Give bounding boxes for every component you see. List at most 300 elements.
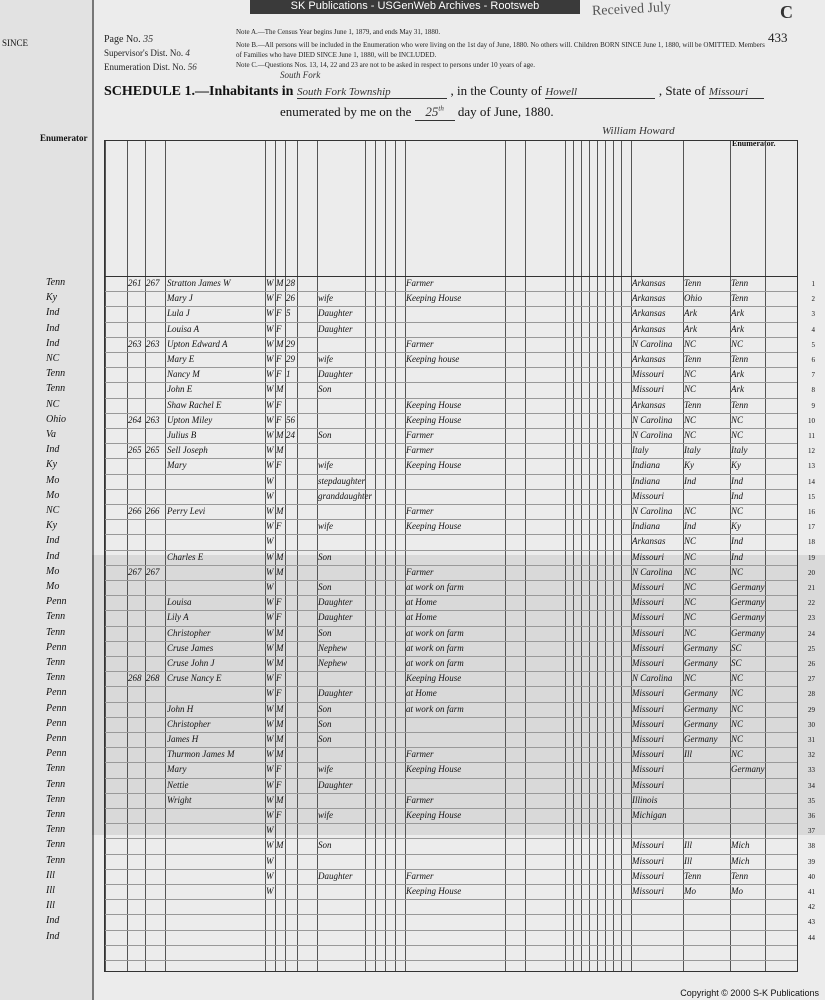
row-rule — [105, 671, 797, 672]
row-number: 36 — [808, 812, 815, 820]
cell-name: Cruse James — [167, 642, 214, 653]
cell-sex: M — [276, 749, 284, 760]
cell-name: Upton Edward A — [167, 338, 228, 349]
cell-relation: Daughter — [318, 612, 353, 623]
cell-occupation: Keeping House — [406, 886, 462, 896]
cell-occupation: Keeping House — [406, 764, 462, 775]
cell-birthplace: Missouri — [632, 688, 665, 699]
cell-occupation: at work on farm — [406, 703, 464, 714]
left-entry: Penn — [46, 717, 67, 729]
cell-color: W — [266, 551, 274, 562]
cell-color: W — [266, 688, 274, 699]
row-number: 25 — [808, 644, 815, 653]
row-rule — [105, 413, 797, 414]
cell-sex: F — [276, 688, 282, 699]
left-entry: Penn — [46, 748, 67, 760]
cell-sex: M — [276, 551, 284, 562]
cell-color: W — [266, 490, 274, 501]
row-number: 23 — [808, 614, 815, 623]
row-number: 37 — [808, 827, 815, 836]
cell-birthplace: Italy — [632, 445, 649, 456]
cell-birthplace: Indiana — [632, 475, 660, 486]
row-number: 16 — [808, 508, 815, 516]
row-number: 1 — [811, 280, 815, 288]
cell-color: W — [266, 506, 274, 516]
enumerated-line: enumerated by me on the 25th day of June, 1880. — [280, 104, 554, 119]
cell-mother: SC — [731, 642, 742, 653]
left-entry: Ind — [46, 337, 60, 349]
cell-birthplace: Missouri — [632, 384, 665, 395]
row-rule — [105, 504, 797, 505]
cell-birthplace: Arkansas — [632, 278, 666, 288]
row-rule — [105, 762, 797, 763]
cell-mother: Germany — [731, 764, 765, 775]
cell-father: Ark — [684, 308, 697, 319]
received-stamp: Received July — [591, 0, 672, 20]
left-entry: Ind — [46, 930, 60, 942]
cell-birthplace: Missouri — [632, 840, 665, 851]
cell-color: W — [266, 658, 274, 668]
cell-family: 268 — [146, 673, 160, 684]
cell-occupation: Farmer — [406, 794, 434, 805]
cell-father: Germany — [684, 642, 718, 653]
cell-sex: F — [276, 779, 282, 790]
census-table — [104, 140, 815, 972]
row-rule — [105, 428, 797, 429]
left-entry: Mo — [46, 565, 60, 577]
left-entry: Ind — [46, 322, 60, 334]
cell-color: W — [266, 536, 274, 547]
cell-birthplace: Indiana — [632, 521, 660, 532]
column-rule — [285, 141, 286, 971]
cell-color: W — [266, 475, 274, 486]
left-entry: Tenn — [46, 839, 66, 851]
cell-father: Ill — [684, 840, 692, 851]
cell-father: NC — [684, 369, 697, 380]
column-rule — [765, 141, 766, 971]
cell-father: Tenn — [684, 399, 702, 410]
left-entry: Ind — [46, 307, 60, 319]
cell-color: W — [266, 612, 274, 623]
cell-name: Nettie — [167, 779, 189, 790]
row-rule — [105, 778, 797, 779]
cell-relation: wife — [318, 810, 333, 820]
cell-name: Wright — [167, 794, 192, 805]
left-entry: Penn — [46, 687, 67, 699]
column-rule — [127, 141, 128, 971]
supervisor-dist: Supervisor's Dist. No. 4 — [104, 48, 190, 58]
cell-father: Germany — [684, 688, 718, 699]
cell-color: W — [266, 521, 274, 532]
cell-birthplace: N Carolina — [632, 506, 673, 516]
row-number: 19 — [808, 553, 815, 562]
row-rule — [105, 322, 797, 323]
cell-color: W — [266, 399, 274, 410]
cell-father: NC — [684, 536, 697, 547]
row-rule — [105, 291, 797, 292]
cell-family: 266 — [146, 506, 160, 516]
cell-sex: M — [276, 718, 284, 729]
row-number: 40 — [808, 872, 815, 881]
cell-birthplace: Missouri — [632, 779, 665, 790]
left-entry: NC — [46, 398, 60, 410]
row-number: 24 — [808, 629, 815, 638]
cell-dwelling: 261 — [128, 278, 142, 288]
cell-birthplace: Missouri — [632, 490, 665, 501]
left-entry: Mo — [46, 581, 60, 592]
cell-birthplace: Missouri — [632, 582, 665, 592]
row-number: 42 — [808, 903, 815, 912]
cell-color: W — [266, 886, 274, 896]
cell-father: Ky — [684, 460, 694, 471]
cell-age: 24 — [286, 430, 295, 440]
cell-color: W — [266, 642, 274, 653]
cell-birthplace: Arkansas — [632, 399, 666, 410]
cell-father: NC — [684, 384, 697, 395]
left-entry: Ky — [46, 292, 58, 304]
row-rule — [105, 702, 797, 703]
row-number: 38 — [808, 842, 815, 851]
cell-mother: Ky — [731, 460, 741, 471]
cell-father: Germany — [684, 718, 718, 729]
row-rule — [105, 306, 797, 307]
left-entry: Ky — [46, 459, 58, 471]
cell-birthplace: Missouri — [632, 886, 665, 896]
cell-birthplace: Missouri — [632, 627, 665, 638]
cell-father: Germany — [684, 703, 718, 714]
cell-mother: NC — [731, 688, 744, 699]
cell-color: W — [266, 673, 274, 684]
cell-birthplace: Arkansas — [632, 536, 666, 547]
row-number: 33 — [808, 766, 815, 775]
enumerator-label: Enumerator. — [732, 139, 776, 148]
left-entry: Tenn — [46, 809, 66, 820]
cell-occupation: Keeping house — [406, 354, 460, 364]
row-rule — [105, 838, 797, 839]
cell-relation: granddaughter — [318, 490, 372, 501]
cell-birthplace: Missouri — [632, 855, 665, 866]
left-entry: Mo — [46, 489, 60, 501]
cell-sex: F — [276, 369, 282, 380]
cell-occupation: Farmer — [406, 506, 434, 516]
cell-color: W — [266, 870, 274, 881]
cell-mother: NC — [731, 566, 744, 577]
cell-name: Charles E — [167, 551, 204, 562]
column-rule — [589, 141, 590, 971]
left-entry: Penn — [46, 733, 67, 744]
row-rule — [105, 458, 797, 459]
column-rule — [605, 141, 606, 971]
cell-father: NC — [684, 612, 697, 623]
cell-father: Italy — [684, 445, 701, 456]
cell-occupation: at work on farm — [406, 642, 464, 653]
cell-birthplace: Arkansas — [632, 323, 666, 334]
cell-relation: Daughter — [318, 597, 353, 608]
row-rule — [105, 337, 797, 338]
cell-age: 5 — [286, 308, 291, 319]
cell-name: Upton Miley — [167, 414, 213, 425]
row-number: 8 — [811, 386, 815, 395]
row-number: 27 — [808, 675, 815, 684]
column-rule — [385, 141, 386, 971]
cell-birthplace: N Carolina — [632, 430, 673, 440]
cell-color: W — [266, 369, 274, 380]
cell-color: W — [266, 460, 274, 471]
cell-father: NC — [684, 582, 697, 592]
cell-age: 28 — [286, 278, 295, 288]
left-entry: Tenn — [46, 368, 66, 380]
column-rule — [297, 141, 298, 971]
row-rule — [105, 474, 797, 475]
cell-age: 1 — [286, 369, 291, 380]
cell-occupation: Farmer — [406, 566, 434, 577]
cell-sex: F — [276, 308, 282, 319]
left-entry: Penn — [46, 641, 67, 653]
cell-mother: Tenn — [731, 870, 749, 881]
row-number: 14 — [808, 477, 815, 486]
row-number: 34 — [808, 781, 815, 790]
cell-family: 263 — [146, 414, 160, 425]
column-rule — [375, 141, 376, 971]
cell-father: Germany — [684, 658, 718, 668]
cell-mother: NC — [731, 673, 744, 684]
cell-mother: Ind — [731, 475, 743, 486]
left-entry: Tenn — [46, 854, 66, 866]
row-rule — [105, 580, 797, 581]
cell-father: Ark — [684, 323, 697, 334]
row-number: 15 — [808, 492, 815, 501]
cell-relation: wife — [318, 521, 333, 532]
note-a: Note A.—The Census Year begins June 1, 1879, and ends May 31, 1880. — [236, 28, 441, 36]
cell-mother: Ind — [731, 536, 743, 547]
row-number: 9 — [811, 401, 815, 410]
cell-sex: F — [276, 764, 282, 775]
cell-dwelling: 267 — [128, 566, 142, 577]
cell-birthplace: Missouri — [632, 612, 665, 623]
cell-name: Mary E — [167, 354, 195, 364]
row-rule — [105, 747, 797, 748]
cell-birthplace: Missouri — [632, 764, 665, 775]
cell-relation: Son — [318, 718, 332, 729]
cell-color: W — [266, 825, 274, 836]
row-rule — [105, 626, 797, 627]
township-above: South Fork — [280, 70, 321, 80]
cell-father: NC — [684, 566, 697, 577]
row-rule — [105, 641, 797, 642]
cell-sex: M — [276, 627, 284, 638]
row-rule — [105, 443, 797, 444]
row-number: 31 — [808, 736, 815, 744]
cell-relation: Daughter — [318, 779, 353, 790]
row-number: 35 — [808, 796, 815, 805]
cell-mother: SC — [731, 658, 742, 668]
cell-sex: M — [276, 566, 284, 577]
left-entry: Ill — [46, 885, 55, 896]
page-number: 433 — [768, 30, 788, 45]
cell-sex: M — [276, 338, 284, 349]
left-entry: Tenn — [46, 763, 66, 775]
cell-father: NC — [684, 551, 697, 562]
cell-relation: wife — [318, 460, 333, 471]
cell-occupation: at work on farm — [406, 582, 464, 592]
row-number: 26 — [808, 660, 815, 668]
cell-age: 26 — [286, 293, 295, 304]
cell-name: Stratton James W — [167, 278, 231, 288]
row-rule — [105, 686, 797, 687]
cell-sex: F — [276, 673, 282, 684]
cell-color: W — [266, 414, 274, 425]
cell-age: 56 — [286, 414, 295, 425]
cell-relation: wife — [318, 354, 333, 364]
column-rule — [565, 141, 566, 971]
row-rule — [105, 793, 797, 794]
row-number: 28 — [808, 690, 815, 699]
left-entry: Tenn — [46, 611, 66, 623]
cell-color: W — [266, 734, 274, 744]
row-number: 2 — [811, 295, 815, 304]
cell-color: W — [266, 749, 274, 760]
schedule-line: SCHEDULE 1.—Inhabitants in South Fork Township , in the County of Howell , State of Missouri — [104, 83, 764, 100]
cell-occupation: Keeping House — [406, 810, 462, 820]
row-rule — [105, 656, 797, 657]
cell-sex: F — [276, 323, 282, 334]
cell-occupation: at work on farm — [406, 627, 464, 638]
cell-mother: NC — [731, 749, 744, 760]
cell-name: Cruse John J — [167, 658, 215, 668]
row-rule — [105, 489, 797, 490]
row-rule — [105, 899, 797, 900]
row-number: 39 — [808, 857, 815, 866]
row-number: 4 — [811, 325, 815, 334]
cell-sex: F — [276, 293, 282, 304]
row-number: 12 — [808, 447, 815, 456]
cell-mother: Germany — [731, 612, 765, 623]
cell-family: 267 — [146, 566, 160, 577]
row-number: 30 — [808, 720, 815, 729]
cell-mother: Ark — [731, 384, 744, 395]
cell-family: 265 — [146, 445, 160, 456]
cell-relation: Nephew — [318, 658, 347, 668]
cell-mother: NC — [731, 414, 744, 425]
cell-father: Ill — [684, 855, 692, 866]
cell-family: 263 — [146, 338, 160, 349]
cell-color: W — [266, 384, 274, 395]
cell-relation: Son — [318, 703, 332, 714]
cell-birthplace: N Carolina — [632, 673, 673, 684]
row-number: 22 — [808, 599, 815, 608]
row-rule — [105, 930, 797, 931]
cell-name: Julius B — [167, 430, 197, 440]
cell-sex: F — [276, 521, 282, 532]
cell-father: Tenn — [684, 278, 702, 288]
cell-mother: Germany — [731, 627, 765, 638]
cell-relation: wife — [318, 764, 333, 775]
since-label: SINCE — [2, 38, 29, 48]
cell-sex: F — [276, 612, 282, 623]
cell-occupation: at work on farm — [406, 658, 464, 668]
cell-father: Ind — [684, 521, 696, 532]
cell-sex: M — [276, 445, 284, 456]
cell-sex: M — [276, 840, 284, 851]
enumeration-dist: Enumeration Dist. No. 56 — [104, 62, 197, 72]
cell-name: Lily A — [167, 612, 189, 623]
row-number: 3 — [811, 310, 815, 319]
cell-mother: Tenn — [731, 293, 749, 304]
cell-father: Ohio — [684, 293, 702, 304]
cell-father: NC — [684, 673, 697, 684]
enumerator-label-left: Enumerator — [40, 133, 88, 143]
cell-dwelling: 266 — [128, 506, 142, 516]
cell-name: Shaw Rachel E — [167, 399, 222, 410]
cell-mother: NC — [731, 703, 744, 714]
left-entry: Ky — [46, 520, 58, 532]
cell-occupation: Keeping House — [406, 460, 462, 471]
cell-birthplace: Missouri — [632, 658, 665, 668]
cell-birthplace: Arkansas — [632, 354, 666, 364]
cell-name: John E — [167, 384, 193, 395]
cell-sex: M — [276, 703, 284, 714]
cell-mother: Ind — [731, 551, 743, 562]
cell-birthplace: Arkansas — [632, 308, 666, 319]
cell-occupation: at Home — [406, 688, 437, 699]
cell-father: NC — [684, 627, 697, 638]
cell-occupation: Keeping House — [406, 293, 462, 304]
cell-occupation: Keeping House — [406, 521, 462, 532]
cell-birthplace: Missouri — [632, 870, 665, 881]
column-rule — [621, 141, 622, 971]
cell-mother: NC — [731, 506, 744, 516]
row-rule — [105, 595, 797, 596]
cell-father: NC — [684, 506, 697, 516]
cell-mother: Germany — [731, 582, 765, 592]
cell-birthplace: N Carolina — [632, 414, 673, 425]
cell-relation: Daughter — [318, 323, 353, 334]
row-rule — [105, 869, 797, 870]
cell-relation: Daughter — [318, 688, 353, 699]
left-entry: Tenn — [46, 626, 66, 638]
cell-name: Nancy M — [167, 369, 200, 380]
left-entry: Tenn — [46, 824, 66, 836]
cell-birthplace: N Carolina — [632, 338, 673, 349]
cell-occupation: Keeping House — [406, 414, 462, 425]
cell-occupation: at Home — [406, 612, 437, 623]
cell-relation: Son — [318, 840, 332, 851]
row-rule — [105, 854, 797, 855]
cell-name: Perry Levi — [167, 506, 206, 516]
cell-birthplace: Michigan — [632, 810, 667, 820]
row-rule — [105, 960, 797, 961]
column-rule — [405, 141, 406, 971]
cell-sex: M — [276, 794, 284, 805]
page-no: Page No. 35 — [104, 34, 154, 45]
row-number: 7 — [811, 371, 815, 380]
cell-relation: Son — [318, 582, 332, 592]
row-rule — [105, 565, 797, 566]
cell-father: NC — [684, 338, 697, 349]
left-entry: Mo — [46, 474, 60, 486]
cell-mother: Ark — [731, 323, 744, 334]
cell-name: Lula J — [167, 308, 190, 319]
cell-occupation: Farmer — [406, 445, 434, 456]
cell-father: NC — [684, 414, 697, 425]
cell-birthplace: N Carolina — [632, 566, 673, 577]
row-number: 17 — [808, 523, 815, 532]
column-rule — [505, 141, 506, 971]
cell-name: Sell Joseph — [167, 445, 208, 456]
header-rule — [105, 276, 797, 277]
corner-letter: C — [780, 2, 793, 22]
cell-mother: Ark — [731, 369, 744, 380]
